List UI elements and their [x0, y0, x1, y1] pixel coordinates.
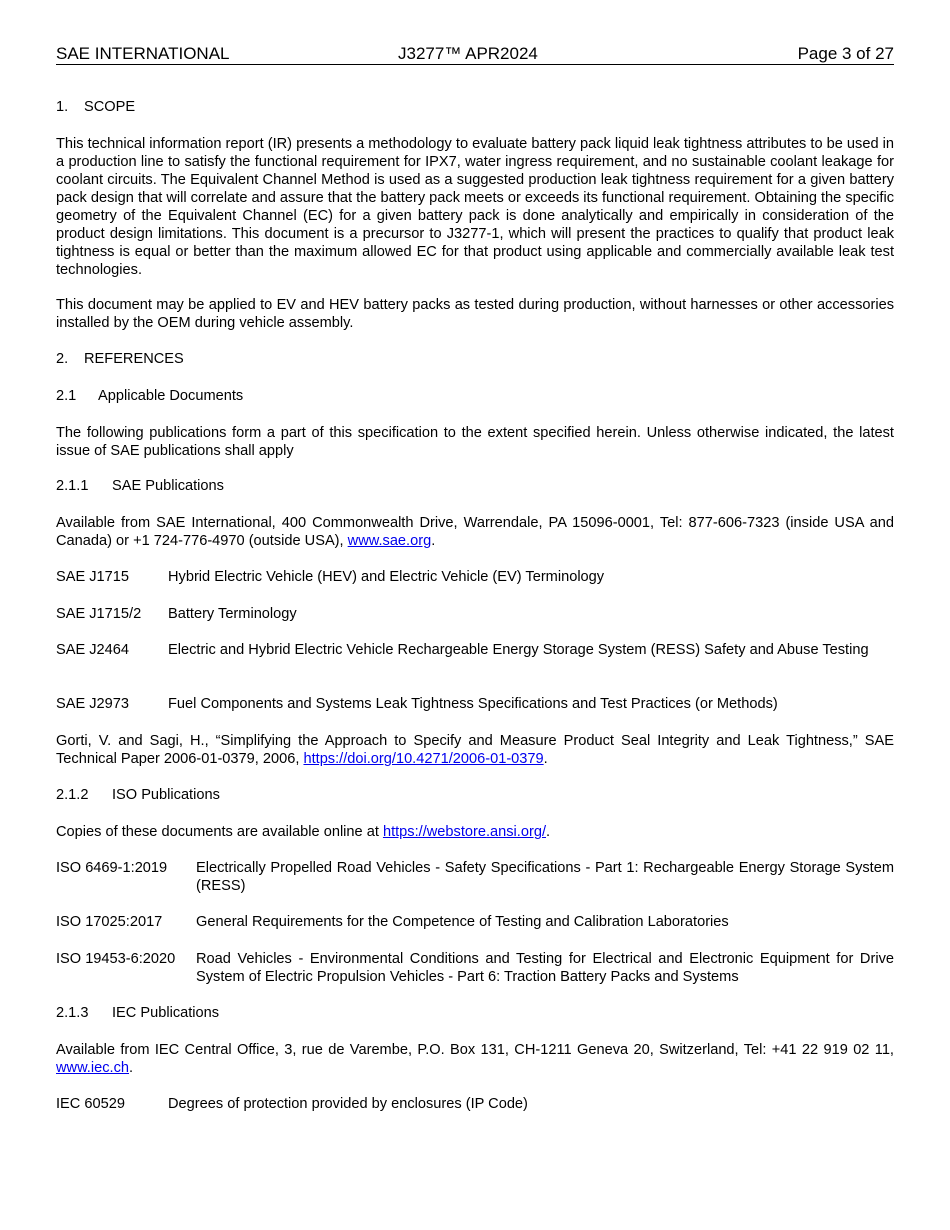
- section-title: IEC Publications: [112, 1005, 220, 1021]
- section-number: 1.: [56, 99, 69, 115]
- header-org: SAE INTERNATIONAL: [56, 44, 230, 63]
- reference-code: ISO 19453-6:2020: [56, 951, 176, 967]
- reference-description: Fuel Components and Systems Leak Tightness Specifications and Test Practices (or Methods): [168, 696, 778, 712]
- section-number: 2.1: [56, 388, 77, 404]
- iec-availability-paragraph: Available from IEC Central Office, 3, rue de Varembe, P.O. Box 131, CH-1211 Geneva 20, Switzerland, Tel: +41 22 919 02 11, www.iec.ch.: [56, 1042, 894, 1076]
- reference-entry: [56, 1095, 894, 1113]
- iec-website-link[interactable]: www.iec.ch: [56, 1060, 129, 1076]
- ansi-webstore-link[interactable]: https://webstore.ansi.org/: [382, 824, 546, 840]
- reference-code: SAE J2973: [56, 696, 130, 712]
- section-title: SCOPE: [84, 99, 136, 115]
- reference-code: ISO 6469-1:2019: [56, 860, 168, 876]
- reference-entry: [56, 695, 894, 713]
- reference-description: Electrically Propelled Road Vehicles - Safety Specifications - Part 1: Rechargeable Energy Storage System (RESS): [196, 860, 894, 894]
- doi-link[interactable]: https://doi.org/10.4271/2006-01-0379: [303, 751, 544, 767]
- reference-entry: [56, 950, 894, 986]
- section-title: Applicable Documents: [98, 388, 244, 404]
- section-number: 2.1.1: [56, 478, 89, 494]
- reference-code: ISO 17025:2017: [56, 914, 163, 930]
- reference-description: Hybrid Electric Vehicle (HEV) and Electric Vehicle (EV) Terminology: [168, 569, 605, 585]
- section-title: SAE Publications: [112, 478, 224, 494]
- reference-entry: [56, 859, 894, 895]
- section-2-1-heading: [56, 387, 894, 405]
- reference-entry: [56, 568, 894, 586]
- reference-entry: [56, 641, 894, 659]
- reference-description: Electric and Hybrid Electric Vehicle Rechargeable Energy Storage System (RESS) Safety and Abuse Testing: [168, 642, 869, 658]
- section-number: 2.1.3: [56, 1005, 89, 1021]
- scope-paragraph-2: This document may be applied to EV and HEV battery packs as tested during production, without harnesses or other accessories installed by the OEM during vehicle assembly.: [56, 297, 894, 331]
- section-title: ISO Publications: [112, 787, 220, 803]
- reference-code: IEC 60529: [56, 1096, 125, 1112]
- sae-availability-paragraph: Available from SAE International, 400 Commonwealth Drive, Warrendale, PA 15096-0001, Tel: 877-606-7323 (inside USA and Canada) or +1 724-776-4970 (outside USA), www.sae.org.: [56, 515, 894, 549]
- gorti-reference-paragraph: Gorti, V. and Sagi, H., “Simplifying the Approach to Specify and Measure Product Seal Integrity and Leak Tightness,” SAE Technical Paper 2006-01-0379, 2006, https://doi.org/10.4271/2006-01-0379.: [56, 733, 894, 767]
- reference-code: SAE J1715: [56, 569, 130, 585]
- reference-description: Degrees of protection provided by enclosures (IP Code): [168, 1096, 528, 1112]
- reference-code: SAE J1715/2: [56, 606, 142, 622]
- sae-website-link[interactable]: www.sae.org: [347, 533, 432, 549]
- reference-code: SAE J2464: [56, 642, 130, 658]
- header-page-number: Page 3 of 27: [797, 44, 894, 63]
- header-doc-number: J3277™ APR2024: [398, 44, 538, 63]
- reference-entry: [56, 605, 894, 623]
- iso-availability-paragraph: Copies of these documents are available online at https://webstore.ansi.org/.: [56, 824, 551, 840]
- section-2-1-3-heading: [56, 1004, 894, 1022]
- section-number: 2.1.2: [56, 787, 89, 803]
- section-2-1-2-heading: [56, 786, 894, 804]
- reference-description: General Requirements for the Competence of Testing and Calibration Laboratories: [196, 914, 729, 930]
- section-number: 2.: [56, 351, 69, 367]
- reference-description: Road Vehicles - Environmental Conditions and Testing for Electrical and Electronic Equipment for Drive System of Electric Propulsion Vehicles - Part 6: Traction Battery Packs and Systems: [196, 951, 894, 985]
- applicable-documents-paragraph: The following publications form a part of this specification to the extent specified herein. Unless otherwise indicated, the latest issue of SAE publications shall apply: [56, 425, 894, 459]
- section-title: REFERENCES: [84, 351, 184, 367]
- reference-description: Battery Terminology: [168, 606, 297, 622]
- page-header: [56, 44, 894, 65]
- reference-entry: [56, 913, 894, 931]
- section-2-1-1-heading: [56, 477, 894, 495]
- scope-paragraph-1: This technical information report (IR) presents a methodology to evaluate battery pack liquid leak tightness attributes to be used in a production line to satisfy the functional requirement for IPX7, water ingress requirement, and no sustainable coolant leakage for coolant circuits. The Equivalent Channel Method is used as a suggested production leak tightness requirement for a given battery pack design that will correlate and assure that the battery pack meets or exceeds its functional requirement. Obtaining the specific geometry of the Equivalent Channel (EC) for a given battery pack is done analytically and empirically in consideration of the product design limitations. This document is a precursor to J3277-1, which will present the practices to qualify that product leak tightness is equal or better than the maximum allowed EC for that product using applicable and commercially available leak test technologies.: [56, 136, 894, 278]
- section-2-heading: [56, 350, 894, 368]
- section-1-heading: [56, 98, 894, 116]
